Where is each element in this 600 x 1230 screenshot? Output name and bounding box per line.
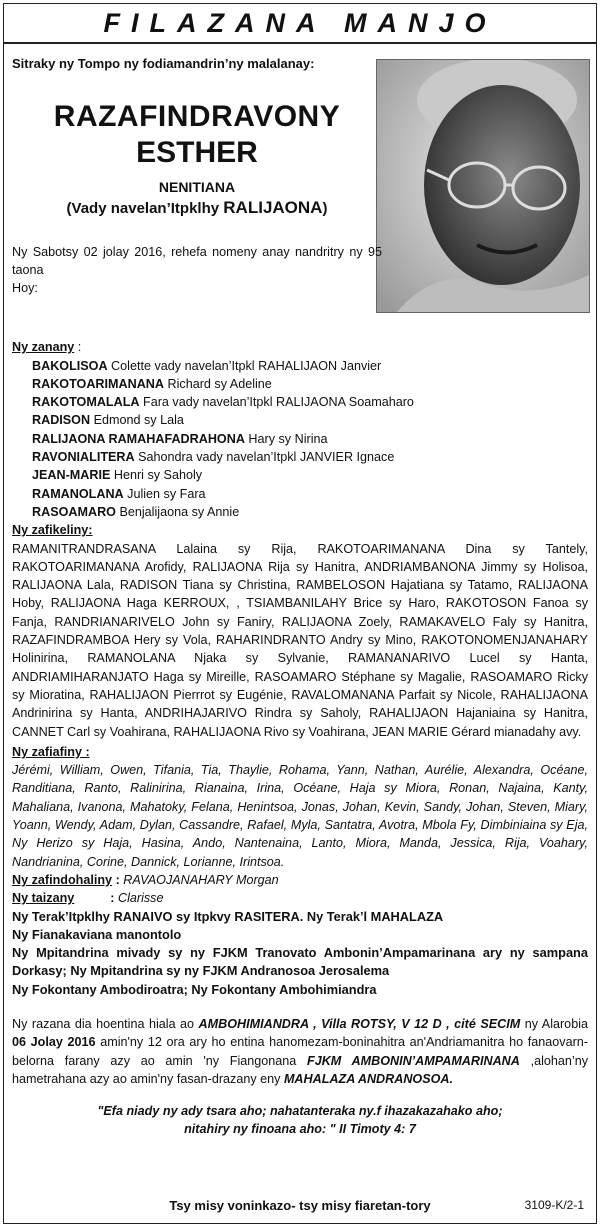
grandchildren-label: Ny zafikeliny: — [12, 523, 93, 538]
deceased-title: NENITIANA — [158, 179, 236, 196]
child-entry: RALIJAONA RAMAHAFADRAHONA Hary sy Nirina — [32, 431, 328, 446]
family-line: Ny Fianakaviana manontolo — [12, 926, 182, 942]
tomb-location: MAHALAZA ANDRANOSOA. — [283, 1071, 454, 1086]
deceased-name-block — [12, 98, 382, 218]
children-label: Ny zanany — [12, 340, 75, 355]
child-entry: RASOAMARO Benjalijaona sy Annie — [32, 504, 240, 519]
sibling-text: Clarisse — [118, 891, 164, 906]
hoy-label: Hoy: — [12, 281, 38, 296]
child-entry: RAVONIALITERA Sahondra vady navelan’Itpkl JANVIER Ignace — [32, 450, 395, 465]
child-entry: BAKOLISOA Colette vady navelan’Itpkl RAHALIJAON Janvier — [32, 358, 382, 373]
family-line: Ny Terak’Itpklhy RANAIVO sy Itpkvy RASITERA. Ny Terak’l MAHALAZA — [12, 908, 444, 924]
deceased-firstname: ESTHER — [136, 136, 258, 170]
child-entry: RAMANOLANA Julien sy Fara — [32, 486, 206, 501]
child-entry: RAKOTOMALALA Fara vady navelan’Itpkl RALIJAONA Soamaharo — [32, 395, 414, 410]
deceased-surname: RAZAFINDRAVONY — [53, 100, 341, 134]
intro-text: Sitraky ny Tompo ny fodiamandrin’ny malalanay: — [12, 56, 315, 71]
family-line: Ny Fokontany Ambodiroatra; Ny Fokontany Ambohimiandra — [12, 981, 377, 997]
church-name: FJKM AMBONIN’AMPAMARINANA — [307, 1053, 520, 1068]
great-grandchildren-label: Ny zafiafiny : — [12, 744, 90, 759]
portrait-photo — [376, 59, 590, 313]
burial-place: AMBOHIMIANDRA , Villa ROTSY, V 12 D , cité SECIM — [198, 1016, 521, 1031]
footer — [4, 1198, 596, 1216]
family-line: Ny Mpitandrina mivady sy ny FJKM Tranovato Ambonin’Ampamarinana ary ny sampana Dorkasy; Ny Mpitandrina sy ny FJKM Andranosoa Jerosalema — [12, 945, 588, 979]
sibling-line: Ny taizany : Clarisse — [12, 891, 164, 906]
deceased-spouse-line: (Vady navelan’Itpklhy RALIJAONA) — [66, 197, 328, 217]
child-entry: RAKOTOARIMANANA Richard sy Adeline — [32, 376, 272, 391]
ggg-line: Ny zafindohaliny : RAVAOJANAHARY Morgan — [12, 872, 279, 887]
child-entry: RADISON Edmond sy Lala — [32, 413, 184, 428]
top-section — [12, 73, 588, 338]
obituary-notice — [3, 3, 597, 1224]
reference-code: 3109-K/2-1 — [524, 1198, 584, 1212]
burial-paragraph: Ny razana dia hoentina hiala ao AMBOHIMIANDRA , Villa ROTSY, V 12 D , cité SECIM ny Alarobia 06 Jolay 2016 amin'ny 12 ora ary ho entina hanomezam-boninahitra an'Andriamanitra ho fanaovarn-belorna farany azy ao amin 'ny Fiangonana FJKM AMBONIN’AMPAMARINANA ,alohan’ny hametrahana azy ao amin'ny fasan-drazany eny MAHALAZA ANDRANOSOA. — [12, 1016, 588, 1086]
footer-text: Tsy misy voninkazo- tsy misy fiaretan-tory — [169, 1198, 431, 1213]
child-entry: JEAN-MARIE Henri sy Saholy — [32, 468, 203, 483]
banner-title: FILAZANA MANJO — [103, 7, 497, 38]
great-grandchildren-text: Jérémi, William, Owen, Tifania, Tia, Thaylie, Rohama, Yann, Nathan, Aurélie, Alexandra, Océane, Randitiana, Ranto, Ralinirina, Rianaina, Irina, Océane, Haja sy Miora, Ronan, Najaina, Kanty, Mahaliana, Ivanona, Mahatoky, Felana, Henintsoa, Jonas, Johan, Kevin, Sandy, Johan, Steven, Miary, Yoann, Wendy, Adam, Dylan, Cassandre, Rafael, Myla, Santatra, Avotra, Mbola Fy, Dimbiniaina sy Eja, Ny Herizo sy Haja, Hasina, Ando, Nantenaina, Lanto, Miora, Manda, Jessica, Rija, Voahary, Nandrianina, Corine, Dannick, Lorianne, Irintsoa. — [12, 763, 588, 869]
sibling-label: Ny taizany — [12, 891, 75, 906]
ggg-label: Ny zafindohaliny — [12, 872, 113, 887]
death-notice: Ny Sabotsy 02 jolay 2016, rehefa nomeny anay nandritry ny 95 taona — [12, 245, 382, 278]
burial-date: 06 Jolay 2016 — [12, 1035, 96, 1050]
grandchildren-text: RAMANITRANDRASANA Lalaina sy Rija, RAKOTOARIMANANA Dina sy Tantely, RAKOTOARIMANANA Arofidy, RALIJAONA Rija sy Hanitra, ANDRIAMBANONA Jimmy sy Holisoa, RALIJAONA Lala, RADISON Tiana sy Christina, RAMBELOSON Hajatiana sy Tatamo, RALIJAONA Hoby, RALIJAONA Haga KERROUX, , TSIAMBANILAHY Brice sy Haro, RAKOTOSON Fanoa sy Fanja, RANDRIANARIVELO John sy Faniry, RALIJAONA Zoely, RAMAKAVELO Faly sy Hanitra, RAZAFINDRAMBOA Hery sy Vola, RAHARINDRANTO Andry sy Mino, RAKOTONOMENJANAHARY Holinirina, RAMANOLANA Njaka sy Sylvanie, RAMANANARIVO Lucel sy Hanta, ANDRIAMIHARANJATO Haga sy Mireille, RASOAMARO Stéphane sy Magalie, RASOAMARO Ricky sy Mioratina, RAHALIJAON Pierrrot sy Eugénie, RAVALOMANANA Parfait sy Nicole, RAHALIJAONA Andrinirina sy Hanta, ANDRIHAJARIVO Rindra sy Saholy, RAHALIJAON Hajaniaina sy Hanitra, CANNET Carl sy Voahirana, RAHALIJAONA Rivo sy Voahirana, JEAN MARIE Gérard mianadahy avy. — [12, 541, 588, 739]
children-list — [12, 357, 588, 522]
ggg-text: RAVAOJANAHARY Morgan — [123, 872, 279, 887]
great-grandchildren-section — [12, 743, 588, 871]
children-section: Ny zanany : BAKOLISOA Colette vady navelan’Itpkl RAHALIJAON Janvier RAKOTOARIMANANA Richard sy Adeline RAKOTOMALALA Fara vady navelan’Itpkl RALIJAONA Soamaharo RADISON Edmond sy Lala RALIJAONA RAMAHAFADRAHONA Hary sy Nirina RAVONIALITERA Sahondra vady navelan’Itpkl JANVIER Ignace JEAN-MARIE Henri sy Saholy RAMANOLANA Julien sy Fara RASOAMARO Benjalijaona sy Annie — [12, 338, 588, 521]
notice-banner — [4, 4, 596, 44]
family-lines — [12, 908, 588, 999]
spouse-name: RALIJAONA — [223, 197, 323, 217]
grandchildren-section — [12, 521, 588, 741]
bible-quote: "Efa niady ny ady tsara aho; nahatanteraka ny.f ihazakazahako aho; nitahiry ny finoana aho: " II Timoty 4: 7 — [97, 1104, 503, 1137]
